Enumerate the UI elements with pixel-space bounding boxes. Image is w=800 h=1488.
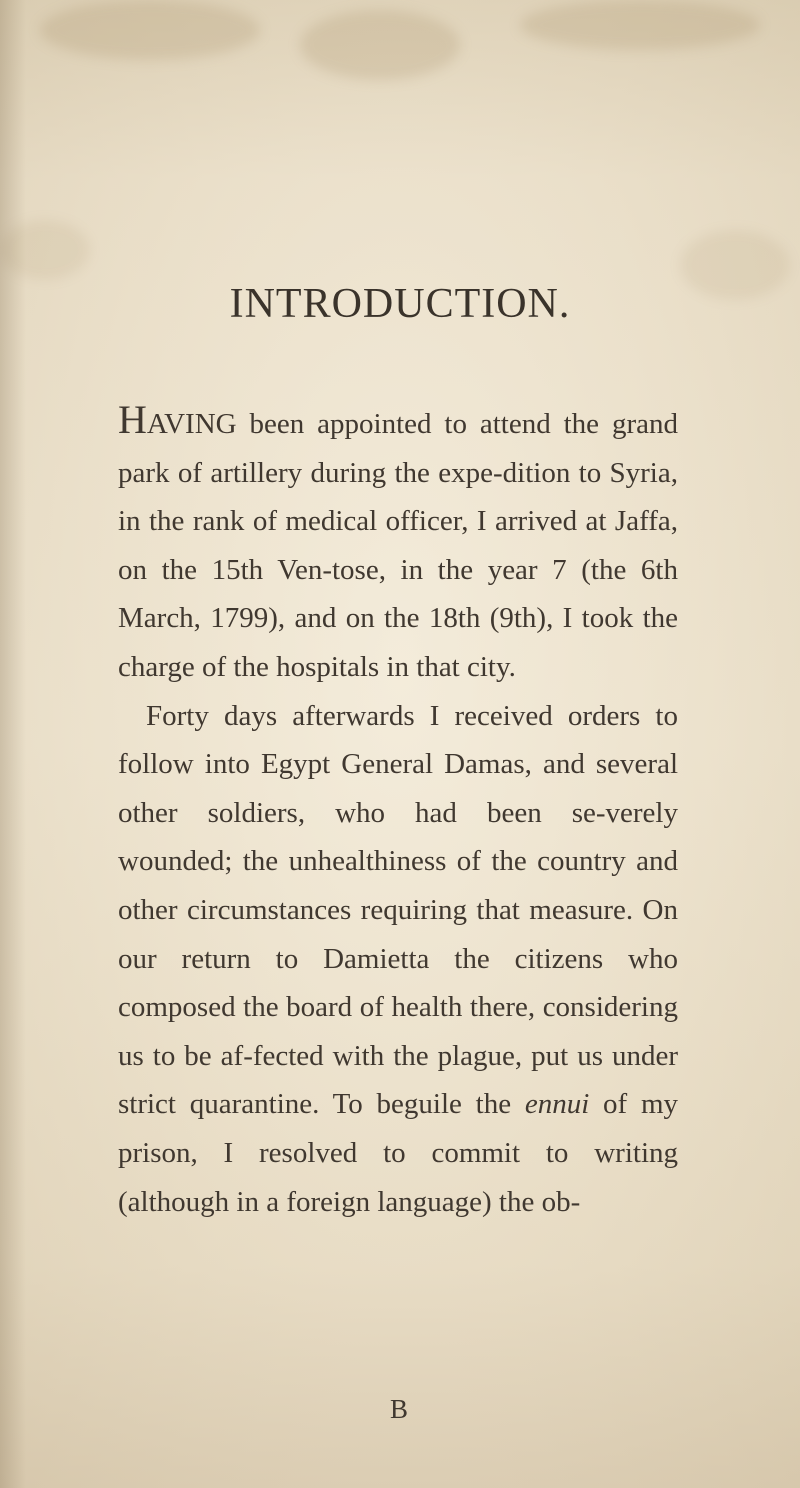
body-text [118, 397, 679, 1226]
binding-shadow [0, 0, 26, 1488]
paragraph-2-text-b: of my prison, I resolved to commit to writing (although in a foreign language) the ob- [118, 1088, 679, 1218]
signature-mark: B [390, 1394, 409, 1424]
paper-stain [40, 0, 260, 60]
small-caps-word: AVING [146, 408, 237, 440]
drop-cap: H [118, 397, 147, 442]
paper-stain [520, 0, 760, 50]
chapter-heading: INTRODUCTION. [229, 281, 571, 327]
paragraph-2-text-a: Forty days afterwards I received orders to follow into Egypt General Damas, and several other soldiers, who had been se-verely wounded; the unhealthiness of the country and other circumstances requiring that measure. On our return to Damietta the citizens who composed the board of health there, considering us to be af-fected with the plague, put us under strict quarantine. To beguile the [118, 699, 678, 1121]
paragraph-2 [118, 692, 678, 1227]
paper-stain [300, 10, 460, 80]
paragraph-1 [118, 397, 678, 692]
paragraph-1-text: been appointed to attend the grand park of artillery during the expe-dition to Syria, in the rank of medical officer, I arrived at Jaffa, on the 15th Ven-tose, in the year 7 (the 6th March, 1799), and on the 18th (9th), I took the charge of the hospitals in that city. [118, 408, 678, 683]
italic-word: ennui [524, 1088, 590, 1121]
